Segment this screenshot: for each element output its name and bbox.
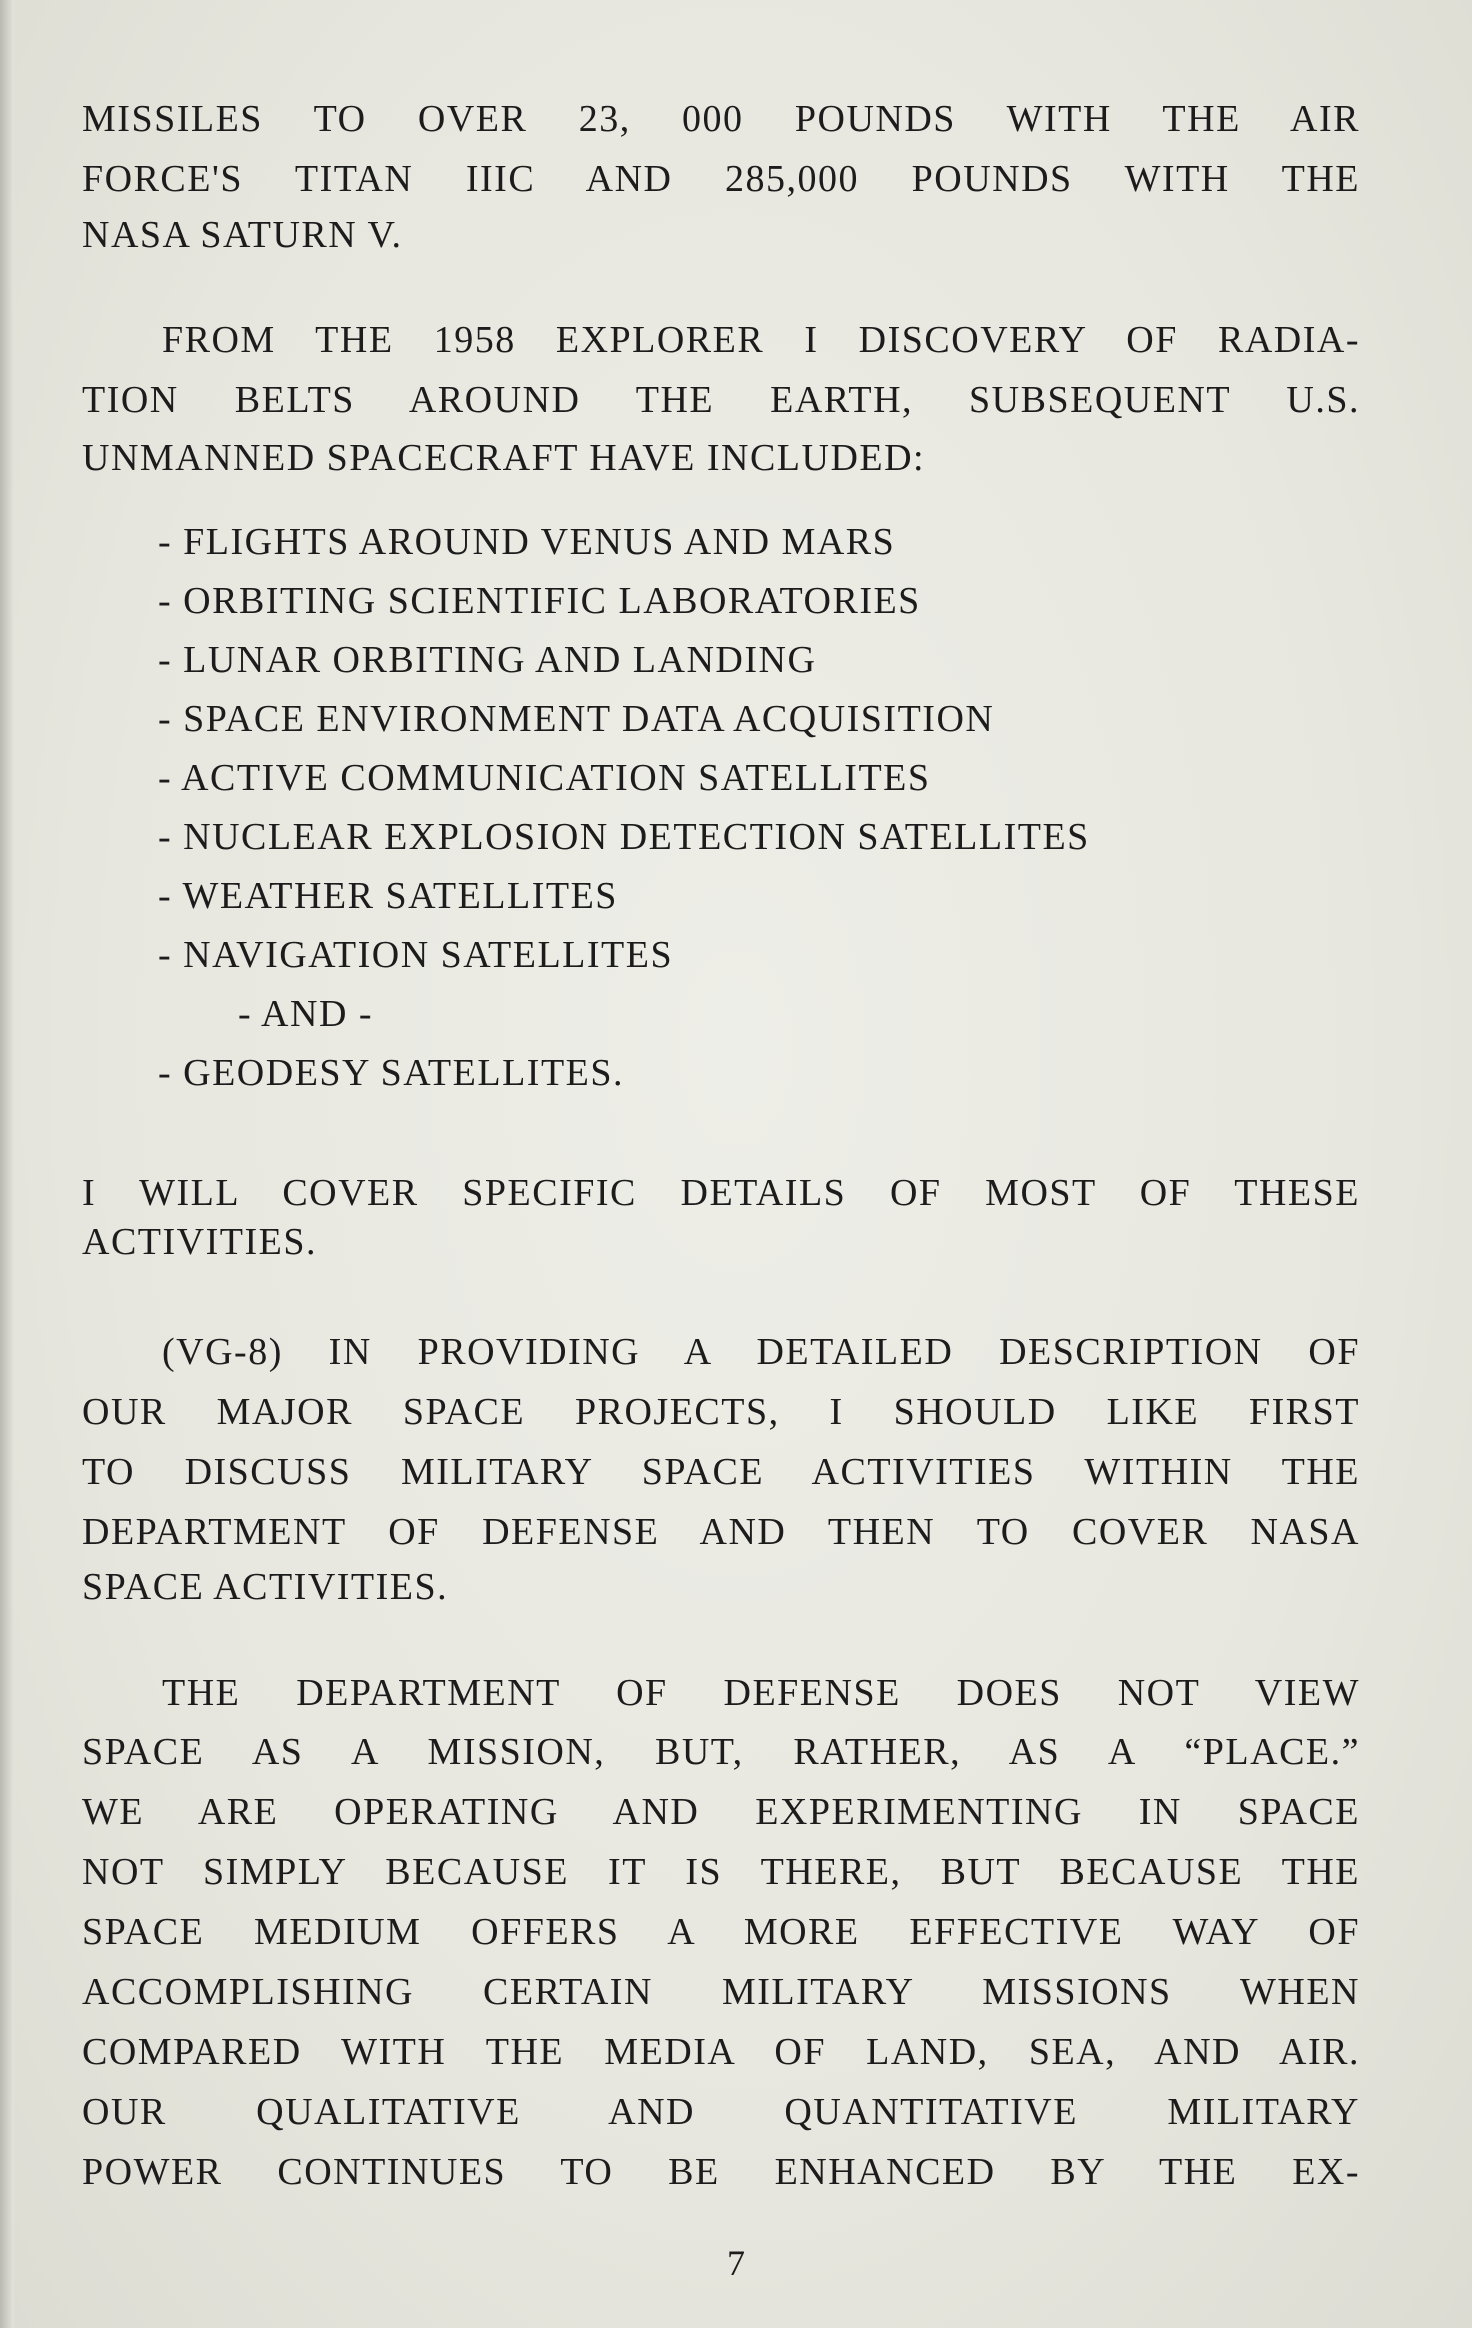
- text-line: NOT SIMPLY BECAUSE IT IS THERE, BUT BECAUSE THE: [82, 1851, 1360, 1893]
- list-item: - NUCLEAR EXPLOSION DETECTION SATELLITES: [158, 816, 1090, 858]
- text-line: TO DISCUSS MILITARY SPACE ACTIVITIES WITHIN THE: [82, 1451, 1360, 1493]
- text-line: TION BELTS AROUND THE EARTH, SUBSEQUENT U.S.: [82, 379, 1360, 421]
- text-line: THE DEPARTMENT OF DEFENSE DOES NOT VIEW: [162, 1672, 1360, 1714]
- list-item: - SPACE ENVIRONMENT DATA ACQUISITION: [158, 698, 995, 740]
- text-line: SPACE MEDIUM OFFERS A MORE EFFECTIVE WAY OF: [82, 1911, 1360, 1953]
- text-line: FROM THE 1958 EXPLORER I DISCOVERY OF RADIA-: [162, 319, 1360, 361]
- list-item: - ACTIVE COMMUNICATION SATELLITES: [158, 757, 931, 799]
- page-binding-edge: [0, 0, 14, 2328]
- text-line: OUR MAJOR SPACE PROJECTS, I SHOULD LIKE FIRST: [82, 1391, 1360, 1433]
- text-line: SPACE ACTIVITIES.: [82, 1566, 449, 1608]
- text-line: DEPARTMENT OF DEFENSE AND THEN TO COVER NASA: [82, 1511, 1360, 1553]
- text-line: FORCE'S TITAN IIIC AND 285,000 POUNDS WITH THE: [82, 158, 1360, 200]
- list-item: - FLIGHTS AROUND VENUS AND MARS: [158, 521, 896, 563]
- text-line: MISSILES TO OVER 23, 000 POUNDS WITH THE AIR: [82, 98, 1360, 140]
- text-line: UNMANNED SPACECRAFT HAVE INCLUDED:: [82, 437, 926, 479]
- text-line: (VG-8) IN PROVIDING A DETAILED DESCRIPTION OF: [162, 1331, 1360, 1373]
- text-line: COMPARED WITH THE MEDIA OF LAND, SEA, AND AIR.: [82, 2031, 1360, 2073]
- text-line: NASA SATURN V.: [82, 214, 403, 256]
- text-line: I WILL COVER SPECIFIC DETAILS OF MOST OF THESE: [82, 1172, 1360, 1214]
- list-item: - NAVIGATION SATELLITES: [158, 934, 674, 976]
- list-item: - GEODESY SATELLITES.: [158, 1052, 624, 1094]
- page-number: 7: [727, 2243, 745, 2283]
- text-line: OUR QUALITATIVE AND QUANTITATIVE MILITARY: [82, 2091, 1360, 2133]
- list-item: - WEATHER SATELLITES: [158, 875, 618, 917]
- list-item: - LUNAR ORBITING AND LANDING: [158, 639, 817, 681]
- text-line: POWER CONTINUES TO BE ENHANCED BY THE EX-: [82, 2151, 1360, 2193]
- list-item-and: - AND -: [238, 993, 374, 1035]
- text-line: ACTIVITIES.: [82, 1221, 317, 1263]
- text-line: SPACE AS A MISSION, BUT, RATHER, AS A “PLACE.”: [82, 1731, 1360, 1773]
- list-item: - ORBITING SCIENTIFIC LABORATORIES: [158, 580, 921, 622]
- text-line: ACCOMPLISHING CERTAIN MILITARY MISSIONS WHEN: [82, 1971, 1360, 2013]
- text-line: WE ARE OPERATING AND EXPERIMENTING IN SPACE: [82, 1791, 1360, 1833]
